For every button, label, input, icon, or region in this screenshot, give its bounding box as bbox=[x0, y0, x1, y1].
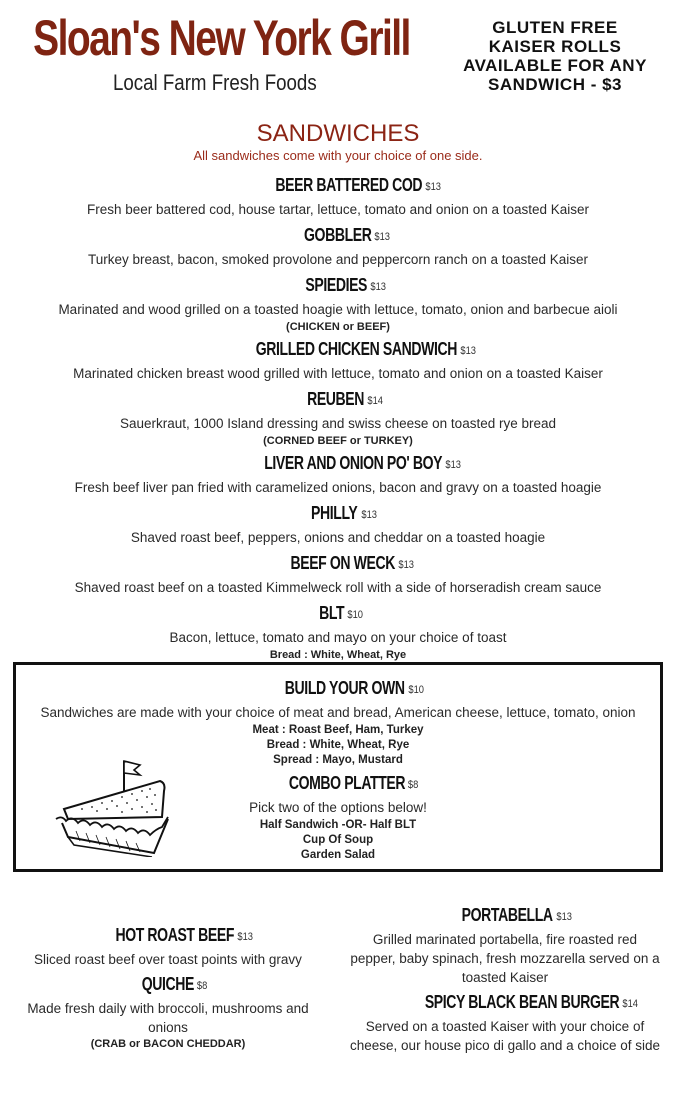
menu-item bbox=[0, 172, 676, 220]
item-price: $13 bbox=[460, 345, 476, 357]
item-description: Fresh beer battered cod, house tartar, lettuce, tomato and onion on a toasted Kaiser bbox=[86, 202, 590, 217]
item-name: BEER BATTERED COD bbox=[275, 175, 422, 195]
restaurant-tagline: Local Farm Fresh Foods bbox=[113, 70, 317, 95]
item-price: $14 bbox=[622, 998, 639, 1010]
option-line: Garden Salad bbox=[300, 849, 376, 861]
build-your-own-box bbox=[13, 662, 663, 872]
item-name: PHILLY bbox=[311, 503, 358, 523]
item-description: Sliced roast beef over toast points with gravy bbox=[34, 952, 302, 967]
item-name: BEEF ON WECK bbox=[290, 553, 395, 573]
item-price: $14 bbox=[367, 395, 384, 407]
item-description: Pick two of the options below! bbox=[249, 800, 427, 815]
gluten-free-line: GLUTEN FREE bbox=[492, 18, 618, 37]
build-your-own-item bbox=[16, 675, 660, 768]
item-price: $13 bbox=[398, 559, 414, 571]
item-description: Turkey breast, bacon, smoked provolone and peppercorn ranch on a toasted Kaiser bbox=[87, 252, 589, 267]
item-name: QUICHE bbox=[142, 974, 195, 994]
item-name: HOT ROAST BEEF bbox=[115, 925, 234, 945]
restaurant-title: Sloan's New York Grill bbox=[33, 10, 410, 66]
item-description: Made fresh daily with broccoli, mushrooms and onions bbox=[27, 1001, 309, 1035]
menu-item bbox=[0, 272, 676, 334]
item-note: Bread : White, Wheat, Rye bbox=[269, 649, 407, 661]
item-description: Fresh beef liver pan fried with caramelized onions, bacon and gravy on a toasted hoagie bbox=[74, 480, 602, 495]
menu-item bbox=[0, 450, 676, 498]
item-name: BUILD YOUR OWN bbox=[284, 678, 405, 698]
item-name: GOBBLER bbox=[303, 225, 372, 245]
menu-item bbox=[0, 222, 676, 270]
gluten-free-line: KAISER ROLLS bbox=[488, 37, 622, 56]
gluten-free-line: AVAILABLE FOR ANY bbox=[463, 56, 647, 75]
item-name: BLT bbox=[318, 603, 344, 623]
section-note: All sandwiches come with your choice of one side. bbox=[193, 148, 483, 163]
item-price: $10 bbox=[408, 684, 424, 696]
item-price: $13 bbox=[237, 931, 253, 943]
item-price: $13 bbox=[425, 181, 441, 193]
item-note: (CRAB or BACON CHEDDAR) bbox=[90, 1038, 246, 1050]
item-name: SPICY BLACK BEAN BURGER bbox=[425, 992, 620, 1012]
menu-item bbox=[18, 971, 318, 1051]
item-name: LIVER AND ONION PO' BOY bbox=[263, 453, 442, 473]
gluten-free-notice bbox=[450, 18, 660, 94]
menu-item bbox=[18, 922, 318, 969]
item-description: Shaved roast beef, peppers, onions and cheddar on a toasted hoagie bbox=[130, 530, 546, 545]
item-description: Marinated chicken breast wood grilled with lettuce, tomato and onion on a toasted Kaiser bbox=[73, 366, 603, 381]
item-price: $13 bbox=[374, 231, 391, 243]
menu-item bbox=[0, 550, 676, 598]
sandwiches-section-header bbox=[0, 120, 676, 164]
item-description: Grilled marinated portabella, fire roasted red pepper, baby spinach, fresh mozzarella served on a toasted Kaiser bbox=[350, 932, 660, 985]
item-description: Sauerkraut, 1000 Island dressing and swiss cheese on toasted rye bread bbox=[119, 416, 556, 431]
item-name: PORTABELLA bbox=[462, 905, 554, 925]
menu-item-list bbox=[0, 172, 676, 664]
menu-item bbox=[350, 989, 660, 1055]
item-description: Sandwiches are made with your choice of meat and bread, American cheese, lettuce, tomato, onion bbox=[40, 705, 636, 720]
item-price: $13 bbox=[556, 911, 573, 923]
item-note: (CORNED BEEF or TURKEY) bbox=[263, 435, 413, 447]
item-name: REUBEN bbox=[307, 389, 365, 409]
item-price: $13 bbox=[445, 459, 461, 471]
item-note: (CHICKEN or BEEF) bbox=[286, 321, 390, 333]
item-price: $13 bbox=[360, 509, 377, 521]
item-description: Bacon, lettuce, tomato and mayo on your choice of toast bbox=[169, 630, 507, 645]
bottom-right-column bbox=[350, 902, 660, 1057]
sandwich-illustration-icon bbox=[52, 757, 182, 857]
item-name: SPIEDIES bbox=[305, 275, 368, 295]
item-price: $10 bbox=[347, 609, 363, 621]
item-price: $8 bbox=[408, 779, 419, 791]
option-line: Half Sandwich -OR- Half BLT bbox=[259, 819, 417, 831]
gluten-free-line: SANDWICH - $3 bbox=[487, 75, 622, 94]
option-line: Meat : Roast Beef, Ham, Turkey bbox=[252, 724, 424, 736]
section-title: SANDWICHES bbox=[256, 120, 420, 147]
bottom-left-column bbox=[18, 922, 318, 1053]
menu-item bbox=[350, 902, 660, 987]
item-price: $13 bbox=[370, 281, 387, 293]
item-name: COMBO PLATTER bbox=[289, 773, 406, 793]
option-line: Spread : Mayo, Mustard bbox=[273, 754, 403, 766]
option-line: Cup Of Soup bbox=[302, 834, 374, 846]
menu-item bbox=[0, 336, 676, 384]
menu-item bbox=[0, 600, 676, 662]
item-name: GRILLED CHICKEN SANDWICH bbox=[255, 339, 457, 359]
menu-item bbox=[0, 500, 676, 548]
brand-header bbox=[0, 10, 430, 96]
item-description: Marinated and wood grilled on a toasted hoagie with lettuce, tomato, onion and barbecue aioli bbox=[58, 302, 618, 317]
item-description: Served on a toasted Kaiser with your choice of cheese, our house pico di gallo and a choice of side bbox=[350, 1019, 660, 1053]
item-price: $8 bbox=[197, 980, 208, 992]
item-description: Shaved roast beef on a toasted Kimmelweck roll with a side of horseradish cream sauce bbox=[74, 580, 602, 595]
menu-item bbox=[0, 386, 676, 448]
option-line: Bread : White, Wheat, Rye bbox=[266, 739, 410, 751]
